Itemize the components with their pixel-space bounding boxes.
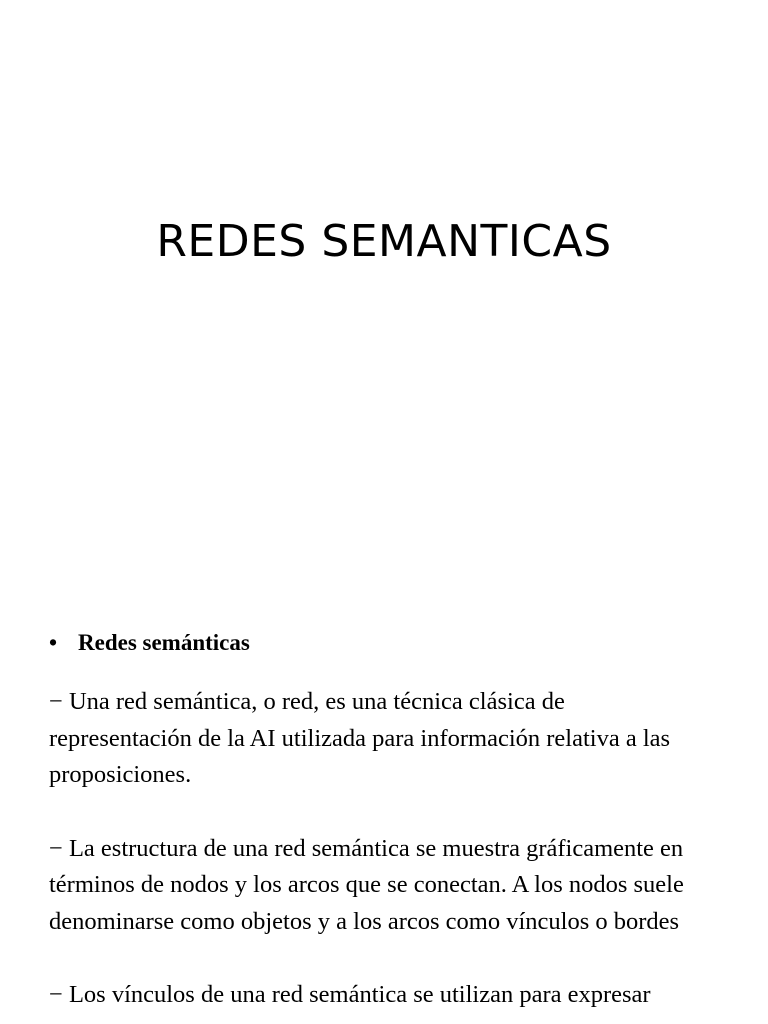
bullet-icon: • xyxy=(49,630,58,655)
paragraph-line: − La estructura de una red semántica se muestra gráficamente en xyxy=(49,834,684,862)
paragraph-2 xyxy=(49,831,739,941)
bullet-heading-text: Redes semánticas xyxy=(78,630,250,655)
paragraph-1 xyxy=(49,684,739,794)
paragraph-line: representación de la AI utilizada para información relativa a las xyxy=(49,724,671,752)
page-title: REDES SEMANTICAS xyxy=(156,216,612,267)
paragraph-line: denominarse como objetos y a los arcos como vínculos o bordes xyxy=(49,907,680,935)
paragraph-line: − Los vínculos de una red semántica se utilizan para expresar xyxy=(49,981,651,1008)
bullet-heading xyxy=(49,626,739,660)
paragraph-line: − Una red semántica, o red, es una técnica clásica de xyxy=(49,688,565,715)
paragraph-3 xyxy=(49,977,739,1014)
paragraph-line: términos de nodos y los arcos que se conectan. A los nodos suele xyxy=(49,871,684,898)
body-content xyxy=(49,626,739,1024)
paragraph-line: proposiciones. xyxy=(49,761,192,788)
